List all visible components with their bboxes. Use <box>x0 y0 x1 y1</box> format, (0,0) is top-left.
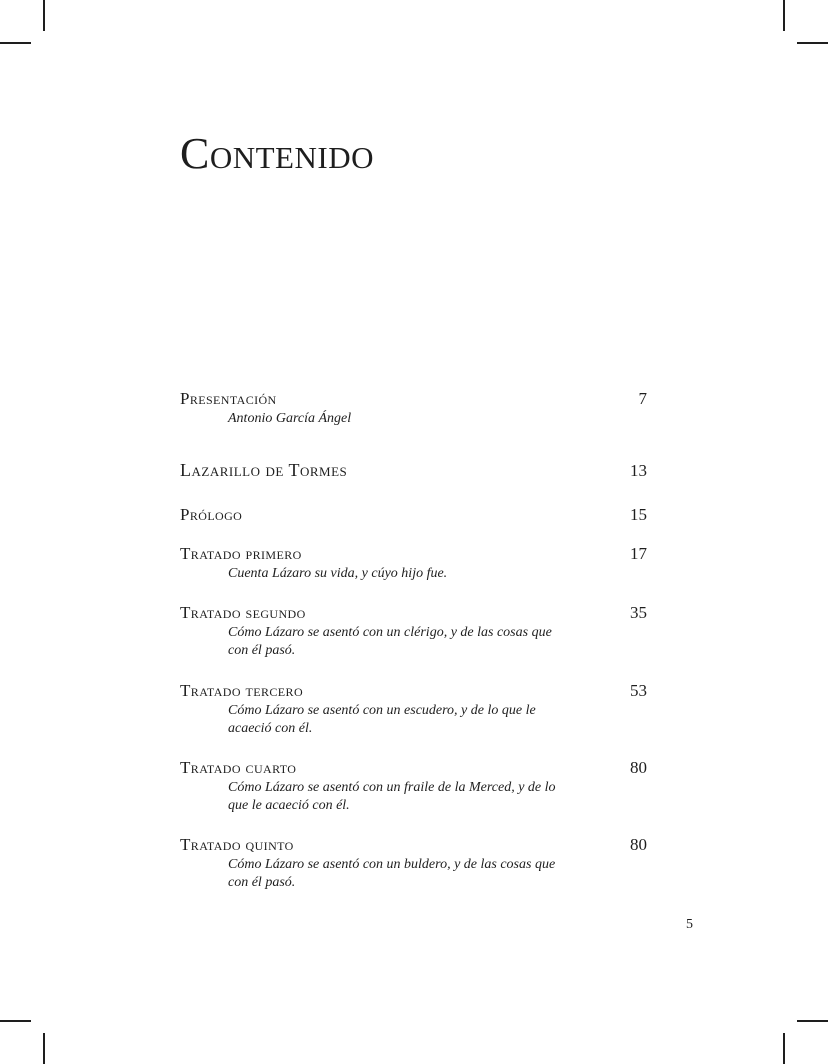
toc-entry-prologo <box>180 504 650 526</box>
crop-mark-bottom-left-horizontal <box>0 1020 31 1022</box>
toc-entry-page: 80 <box>630 835 647 854</box>
toc-entry-title: Tratado quinto <box>180 835 294 854</box>
crop-mark-bottom-right-vertical <box>783 1033 785 1064</box>
crop-mark-top-left-horizontal <box>0 42 31 44</box>
toc-entry-title: Tratado primero <box>180 544 302 563</box>
toc-entry-tratado-quinto <box>180 834 650 892</box>
toc-entry-subtitle: Cómo Lázaro se asentó con un escudero, y de lo que le acaeció con él. <box>228 703 536 736</box>
toc-entry-subtitle: Cómo Lázaro se asentó con un clérigo, y de las cosas que con él pasó. <box>228 625 552 658</box>
toc-entry-title: Presentación <box>180 389 277 408</box>
toc-entry-tratado-primero <box>180 543 650 583</box>
crop-mark-top-left-vertical <box>43 0 45 31</box>
crop-mark-bottom-left-vertical <box>43 1033 45 1064</box>
toc-entry-page: 13 <box>630 461 647 480</box>
toc-entry-page: 15 <box>630 505 647 524</box>
toc-entry-page: 17 <box>630 544 647 563</box>
toc-entry-page: 53 <box>630 681 647 700</box>
toc-entry-subtitle: Cuenta Lázaro su vida, y cúyo hijo fue. <box>228 566 448 581</box>
table-of-contents <box>180 388 650 892</box>
toc-entry-subtitle: Cómo Lázaro se asentó con un fraile de la Merced, y de lo que le acaeció con él. <box>228 780 556 813</box>
toc-entry-tratado-tercero <box>180 680 650 738</box>
toc-entry-page: 7 <box>638 389 647 408</box>
toc-entry-presentacion <box>180 388 650 428</box>
toc-entry-lazarillo <box>180 459 650 482</box>
crop-mark-bottom-right-horizontal <box>797 1020 828 1022</box>
toc-entry-tratado-segundo <box>180 602 650 660</box>
toc-entry-page: 35 <box>630 603 647 622</box>
toc-entry-title: Prólogo <box>180 505 243 524</box>
crop-mark-top-right-horizontal <box>797 42 828 44</box>
page-number: 5 <box>686 917 693 932</box>
toc-entry-subtitle: Antonio García Ángel <box>228 411 352 426</box>
page-title: Contenido <box>180 129 374 178</box>
toc-entry-title: Tratado segundo <box>180 603 306 622</box>
toc-entry-page: 80 <box>630 758 647 777</box>
toc-entry-subtitle: Cómo Lázaro se asentó con un buldero, y de las cosas que con él pasó. <box>228 857 556 890</box>
toc-entry-title: Tratado tercero <box>180 681 304 700</box>
toc-entry-tratado-cuarto <box>180 757 650 815</box>
crop-mark-top-right-vertical <box>783 0 785 31</box>
toc-entry-title: Lazarillo de Tormes <box>180 460 348 480</box>
toc-entry-title: Tratado cuarto <box>180 758 297 777</box>
